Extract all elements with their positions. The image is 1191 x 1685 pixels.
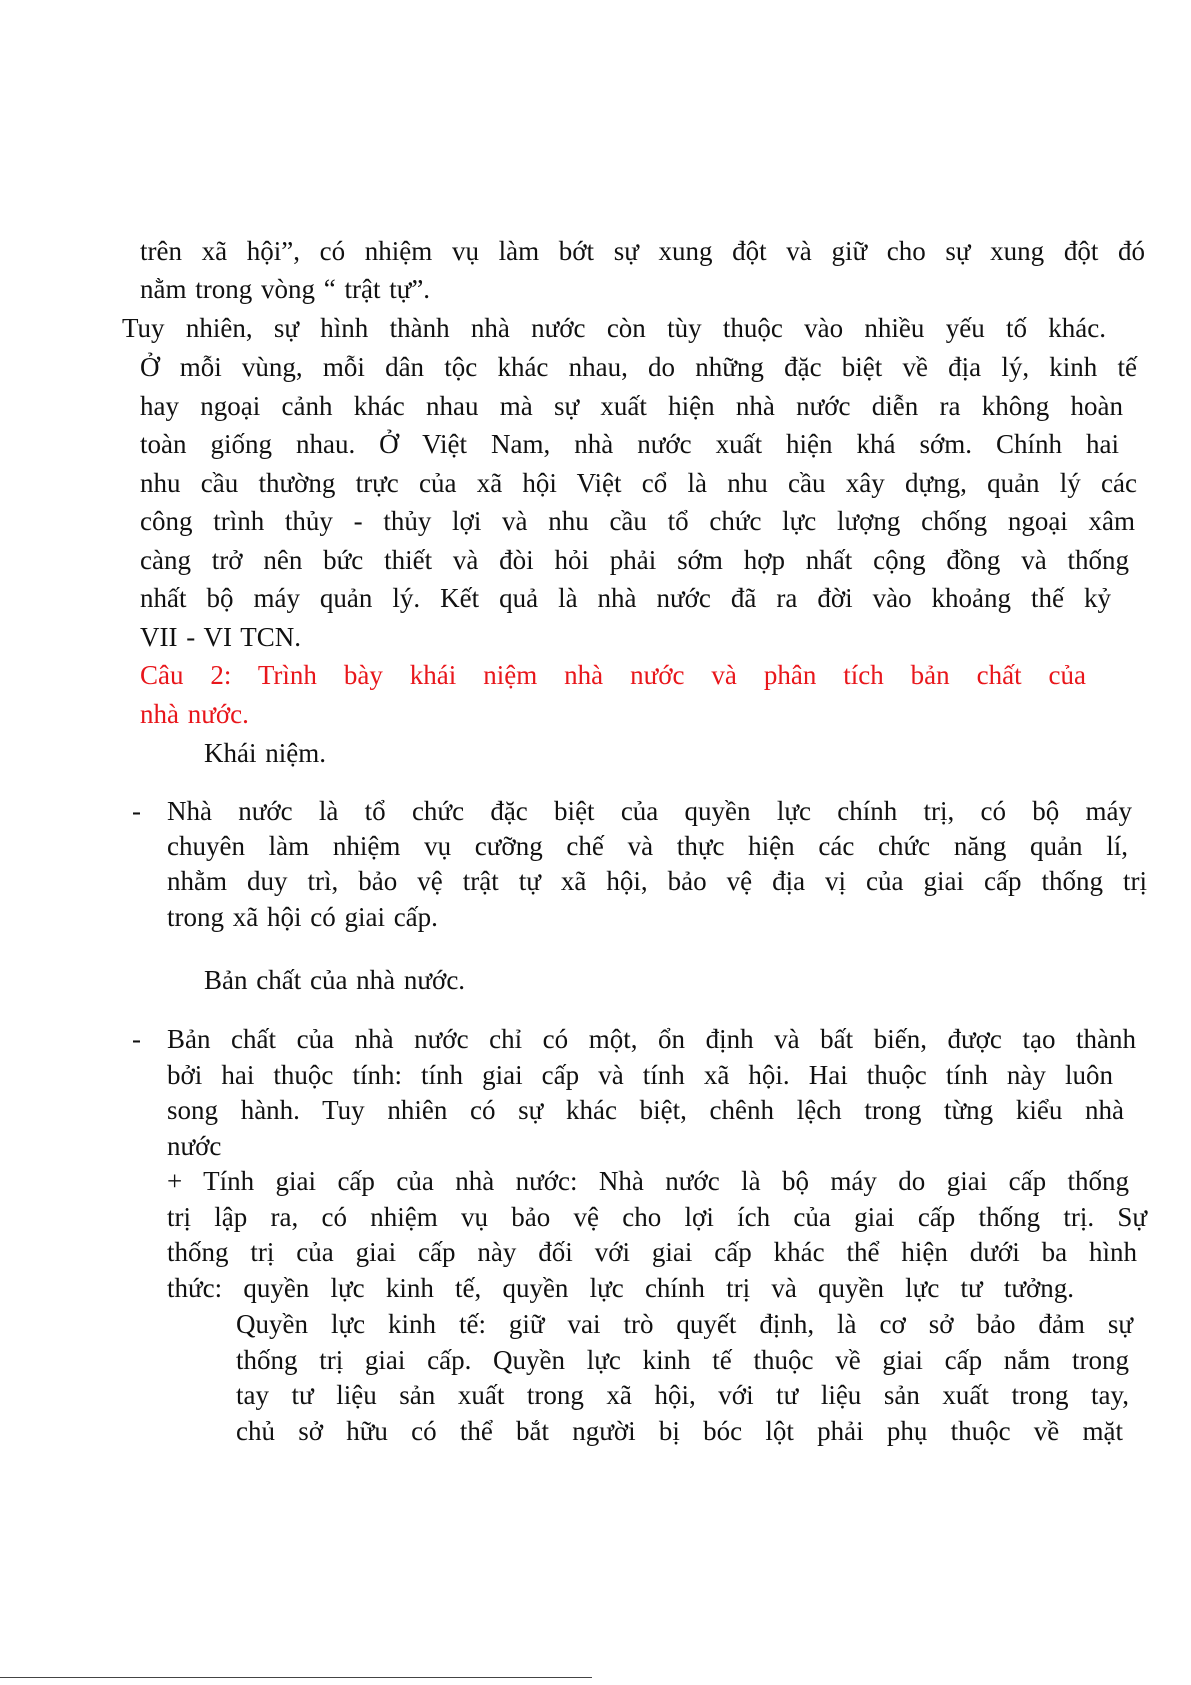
text-line: công trình thủy - thủy lợi và nhu cầu tổ chức lực lượng chống ngoại xâm	[140, 506, 1135, 536]
text-line: tay tư liệu sản xuất trong xã hội, với tư liệu sản xuất trong tay,	[236, 1380, 1129, 1410]
text-line: trị lập ra, có nhiệm vụ bảo vệ cho lợi ích của giai cấp thống trị. Sự	[167, 1202, 1147, 1232]
text-line: thức: quyền lực kinh tế, quyền lực chính trị và quyền lực tư tưởng.	[167, 1273, 1074, 1303]
text-line: nhất bộ máy quản lý. Kết quả là nhà nước đã ra đời vào khoảng thế kỷ	[140, 583, 1111, 613]
text-line: toàn giống nhau. Ở Việt Nam, nhà nước xuất hiện khá sớm. Chính hai	[140, 429, 1119, 459]
section-heading: Bản chất của nhà nước.	[204, 965, 466, 995]
section-heading: Khái niệm.	[204, 738, 326, 768]
text-line: Bản chất của nhà nước chỉ có một, ổn định và bất biến, được tạo thành	[167, 1024, 1136, 1054]
question-heading: Câu 2: Trình bày khái niệm nhà nước và phân tích bản chất của	[140, 660, 1086, 690]
text-line: trong xã hội có giai cấp.	[167, 902, 438, 932]
text-line: thống trị của giai cấp này đối với giai cấp khác thể hiện dưới ba hình	[167, 1237, 1137, 1267]
text-line: nhu cầu thường trực của xã hội Việt cổ là nhu cầu xây dựng, quản lý các	[140, 468, 1137, 498]
dash-marker: -	[132, 1024, 141, 1054]
text-line: bởi hai thuộc tính: tính giai cấp và tính xã hội. Hai thuộc tính này luôn	[167, 1060, 1113, 1090]
footer-divider	[0, 1677, 592, 1678]
text-line: Nhà nước là tổ chức đặc biệt của quyền lực chính trị, có bộ máy	[167, 796, 1132, 826]
text-line: song hành. Tuy nhiên có sự khác biệt, chênh lệch trong từng kiểu nhà	[167, 1095, 1124, 1125]
text-line: Ở mỗi vùng, mỗi dân tộc khác nhau, do những đặc biệt về địa lý, kinh tế	[140, 352, 1137, 382]
question-heading: nhà nước.	[140, 699, 249, 729]
text-line: VII - VI TCN.	[140, 622, 301, 652]
text-line: Quyền lực kinh tế: giữ vai trò quyết định, là cơ sở bảo đảm sự	[236, 1309, 1133, 1339]
dash-marker: -	[132, 796, 141, 826]
text-line: trên xã hội”, có nhiệm vụ làm bớt sự xung đột và giữ cho sự xung đột đó	[140, 236, 1145, 266]
text-line: thống trị giai cấp. Quyền lực kinh tế thuộc về giai cấp nắm trong	[236, 1345, 1129, 1375]
text-line: chủ sở hữu có thể bắt người bị bóc lột phải phụ thuộc về mặt	[236, 1416, 1123, 1446]
text-line: hay ngoại cảnh khác nhau mà sự xuất hiện nhà nước diễn ra không hoàn	[140, 391, 1123, 421]
text-line: nước	[167, 1131, 222, 1161]
text-line: nằm trong vòng “ trật tự”.	[140, 274, 431, 304]
text-line: Tuy nhiên, sự hình thành nhà nước còn tùy thuộc vào nhiều yếu tố khác.	[122, 313, 1106, 343]
text-line: nhằm duy trì, bảo vệ trật tự xã hội, bảo vệ địa vị của giai cấp thống trị	[167, 866, 1147, 896]
text-line: chuyên làm nhiệm vụ cưỡng chế và thực hiện các chức năng quản lí,	[167, 831, 1128, 861]
text-line: + Tính giai cấp của nhà nước: Nhà nước là bộ máy do giai cấp thống	[167, 1166, 1129, 1196]
text-line: càng trở nên bức thiết và đòi hỏi phải sớm hợp nhất cộng đồng và thống	[140, 545, 1129, 575]
